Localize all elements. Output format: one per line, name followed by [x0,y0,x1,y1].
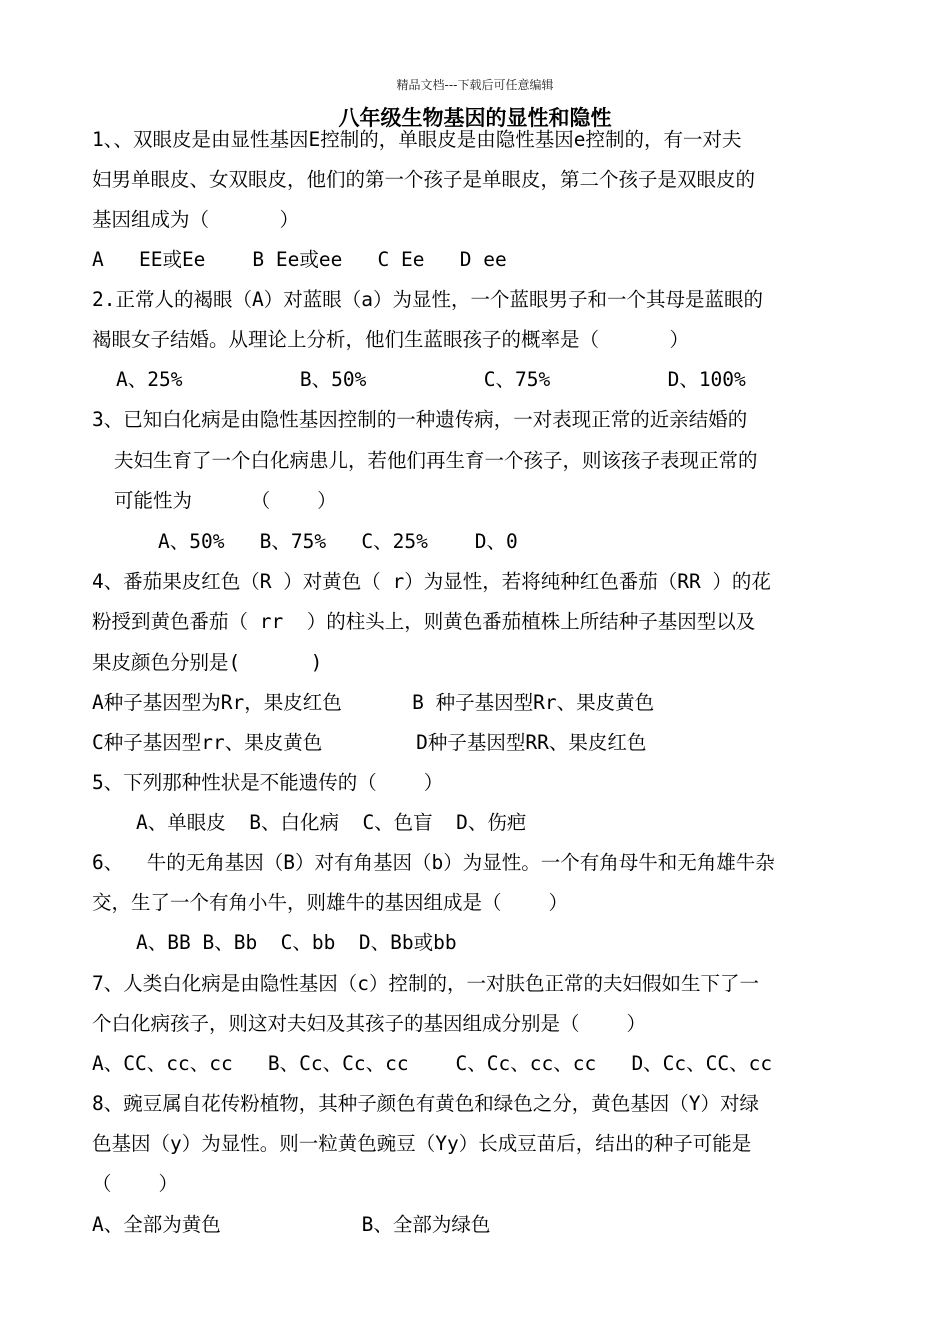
q4-text-line-3: 果皮颜色分别是( ) [92,651,323,674]
q7-text-line-2: 个白化病孩子，则这对夫妇及其孩子的基因组成分别是（ ） [92,1012,646,1035]
q3-text-line-3: 可能性为 （ ） [114,489,337,512]
q7-options: A、CC、cc、cc B、Cc、Cc、cc C、Cc、cc、cc D、Cc、CC、cc [92,1052,773,1075]
q7-text-line-1: 7、人类白化病是由隐性基因（c）控制的，一对肤色正常的夫妇假如生下了一 [92,972,759,995]
q1-options: A EE或Ee B Ee或ee C Ee D ee [92,248,507,271]
q4-options-2: C种子基因型rr、果皮黄色 D种子基因型RR、果皮红色 [92,731,647,754]
q8-options: A、全部为黄色 B、全部为绿色 [92,1213,491,1236]
q1-text-line-1: 1、、双眼皮是由显性基因E控制的，单眼皮是由隐性基因e控制的，有一对夫 [92,128,742,151]
page-header: 精品文档---下载后可任意编辑 [396,78,554,92]
q2-text-line-1: 2.正常人的褐眼（A）对蓝眼（a）为显性，一个蓝眼男子和一个其母是蓝眼的 [92,288,763,311]
q8-text-line-3: （ ） [92,1172,178,1195]
q3-text-line-2: 夫妇生育了一个白化病患儿，若他们再生育一个孩子，则该孩子表现正常的 [114,449,758,472]
q3-options: A、50% B、75% C、25% D、0 [158,530,518,553]
q2-text-line-2: 褐眼女子结婚。从理论上分析，他们生蓝眼孩子的概率是（ ） [92,328,689,351]
q6-text-line-2: 交，生了一个有角小牛，则雄牛的基因组成是（ ） [92,891,568,914]
q3-text-line-1: 3、已知白化病是由隐性基因控制的一种遗传病，一对表现正常的近亲结婚的 [92,408,748,431]
q4-text-line-1: 4、番茄果皮红色（R ）对黄色（ r）为显性，若将纯种红色番茄（RR ）的花 [92,570,771,593]
q8-text-line-1: 8、豌豆属自花传粉植物，其种子颜色有黄色和绿色之分，黄色基因（Y）对绿 [92,1092,759,1115]
q5-text-line-1: 5、下列那种性状是不能遗传的（ ） [92,771,444,794]
q6-options: A、BB B、Bb C、bb D、Bb或bb [136,931,457,954]
q6-text-line-1: 6、 牛的无角基因（B）对有角基因（b）为显性。一个有角母牛和无角雄牛杂 [92,851,775,874]
q2-options: A、25% B、50% C、75% D、100% [116,368,746,391]
q4-options-1: A种子基因型为Rr，果皮红色 B 种子基因型Rr、果皮黄色 [92,691,655,714]
q4-text-line-2: 粉授到黄色番茄（ rr ）的柱头上，则黄色番茄植株上所结种子基因型以及 [92,610,756,633]
q1-text-line-3: 基因组成为（ ） [92,208,299,231]
q1-text-line-2: 妇男单眼皮、女双眼皮，他们的第一个孩子是单眼皮，第二个孩子是双眼皮的 [92,168,756,191]
document-title: 八年级生物基因的显性和隐性 [338,106,612,130]
q5-options: A、单眼皮 B、白化病 C、色盲 D、伤疤 [136,811,527,834]
q8-text-line-2: 色基因（y）为显性。则一粒黄色豌豆（Yy）长成豆苗后，结出的种子可能是 [92,1132,752,1155]
